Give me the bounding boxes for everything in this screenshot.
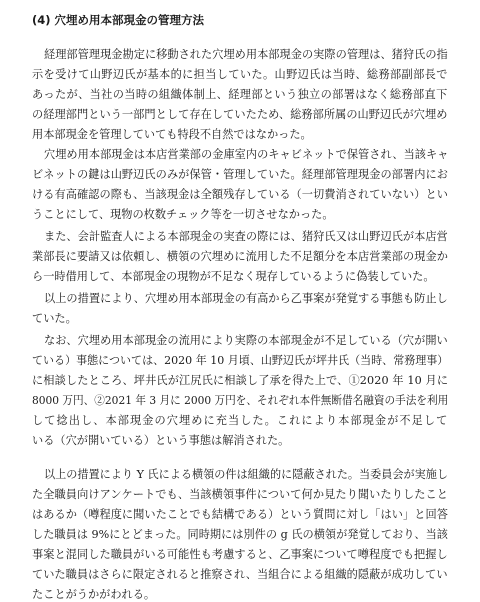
text-line: 用本部現金を管理していても特段不自然ではなかった。: [32, 128, 312, 141]
text-line: 経理部管理現金勘定に移動された穴埋め用本部現金の実際の管理は、猪狩氏の指: [44, 48, 448, 61]
text-line: なお、穴埋め用本部現金の流用により実際の本部現金が不足している（穴が開い: [44, 334, 448, 347]
text-line: 業部長に要請又は依頼し、横領の穴埋めに流用した不足額分を本店営業部の現金か: [32, 250, 448, 263]
text-line: はあるか（噂程度に聞いたことでも結構である）という質問に対し「はい」と回答: [32, 508, 448, 521]
text-line: 以上の措置により Y 氏による横領の件は組織的に隠蔽された。当委員会が実施し: [44, 468, 449, 481]
text-line: 事案と混同した職員がいる可能性も考慮すると、乙事案について噂程度でも把握し: [32, 548, 448, 561]
text-line: ら一時借用して、本部現金の現物が不足なく現存しているように偽装していた。: [32, 270, 435, 283]
text-line: に相談したところ、坪井氏が江尻氏に相談し了承を得た上で、①2020 年 10 月に: [32, 374, 449, 387]
text-line: うことにして、現物の枚数チェック等を一切させなかった。: [32, 208, 334, 221]
text-line: たことがうかがわれる。: [32, 588, 156, 601]
text-line: して捻出し、本部現金の穴埋めに充当した。これにより本部現金が不足して: [32, 414, 449, 427]
text-line: 示を受けて山野辺氏が基本的に担当していた。山野辺氏は当時、総務部副部長で: [32, 68, 448, 81]
text-line: ていた職員はさらに限定されると推察され、当組合による組織的隠蔽が成功してい: [32, 568, 448, 581]
text-line: いる（穴が開いている）という事態は解消された。: [32, 434, 290, 447]
text-line: の経理部門という一部門として存在していたため、総務部所属の山野辺氏が穴埋め: [32, 108, 448, 121]
section-number: (4): [32, 13, 51, 27]
text-line: また、会計監査人による本部現金の実査の際には、猪狩氏又は山野辺氏が本店営: [44, 230, 448, 243]
text-line: ビネットの鍵は山野辺氏のみが保管・管理していた。経理部管理現金の部署内にお: [32, 168, 448, 181]
text-line: あったが、当社の当時の組織体制上、経理部という独立の部署はなく総務部直下: [32, 88, 448, 101]
text-line: ける有高確認の際も、当該現金は全額残存している（一切費消されていない）とい: [32, 188, 448, 201]
text-line: た全職員向けアンケートでも、当該横領事件について何か見たり聞いたりしたこと: [32, 488, 449, 501]
section-title: 穴埋め用本部現金の管理方法: [54, 13, 205, 27]
text-line: 穴埋め用本部現金は本店営業部の金庫室内のキャビネットで保管され、当該キャ: [44, 148, 449, 161]
text-line: ていた。: [32, 312, 77, 325]
text-line: 以上の措置により、穴埋め用本部現金の有高から乙事案が発覚する事態も防止し: [44, 292, 448, 305]
text-line: ている）事態については、2020 年 10 月頃、山野辺氏が坪井氏（当時、常務理事）: [32, 354, 449, 367]
text-line: した職員は 9%にとどまった。同時期には別件の g 氏の横領が発覚しており、当該: [32, 528, 448, 541]
section-heading: [32, 12, 204, 28]
text-line: 8000 万円、②2021 年 3 月に 2000 万円を、それぞれ本件無断借名融資の手法を利用: [32, 394, 449, 407]
